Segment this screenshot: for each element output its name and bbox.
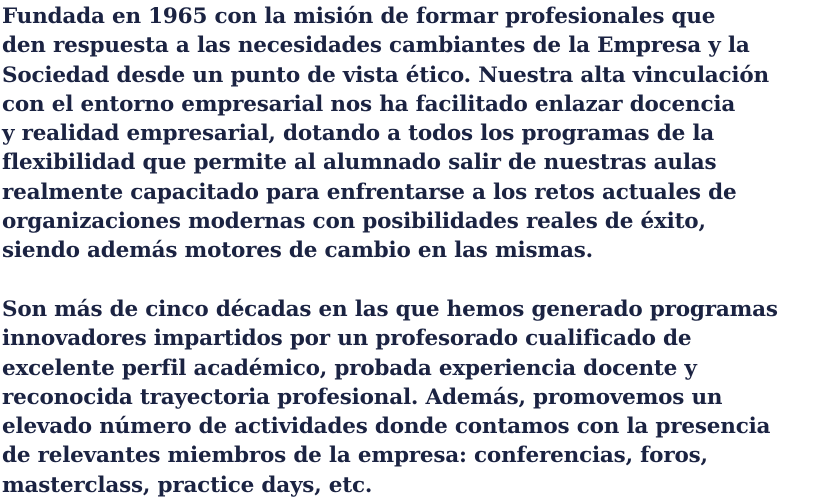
text-line: realmente capacitado para enfrentarse a los retos actuales de <box>2 179 737 205</box>
text-line: de relevantes miembros de la empresa: conferencias, foros, <box>2 443 708 469</box>
text-line: Sociedad desde un punto de vista ético. Nuestra alta vinculación <box>2 62 769 88</box>
text-line: reconocida trayectoria profesional. Además, promovemos un <box>2 384 723 410</box>
text-line: siendo además motores de cambio en las mismas. <box>2 238 593 264</box>
text-line: y realidad empresarial, dotando a todos los programas de la <box>2 121 715 147</box>
text-line: Fundada en 1965 con la misión de formar profesionales que <box>2 4 716 29</box>
text-line: masterclass, practice days, etc. <box>2 472 373 498</box>
text-line: den respuesta a las necesidades cambiantes de la Empresa y la <box>2 33 750 59</box>
text-line: Son más de cinco décadas en las que hemos generado programas <box>2 296 778 322</box>
text-line: flexibilidad que permite al alumnado salir de nuestras aulas <box>2 150 717 176</box>
text-line: elevado número de actividades donde contamos con la presencia <box>2 414 771 440</box>
text-line: innovadores impartidos por un profesorado cualificado de <box>2 326 692 352</box>
text-line: organizaciones modernas con posibilidades reales de éxito, <box>2 209 706 235</box>
text-line: excelente perfil académico, probada experiencia docente y <box>2 355 697 381</box>
text-line: con el entorno empresarial nos ha facilitado enlazar docencia <box>2 91 736 117</box>
paragraph-trajectory <box>2 295 822 500</box>
paragraph-mission <box>2 2 822 266</box>
